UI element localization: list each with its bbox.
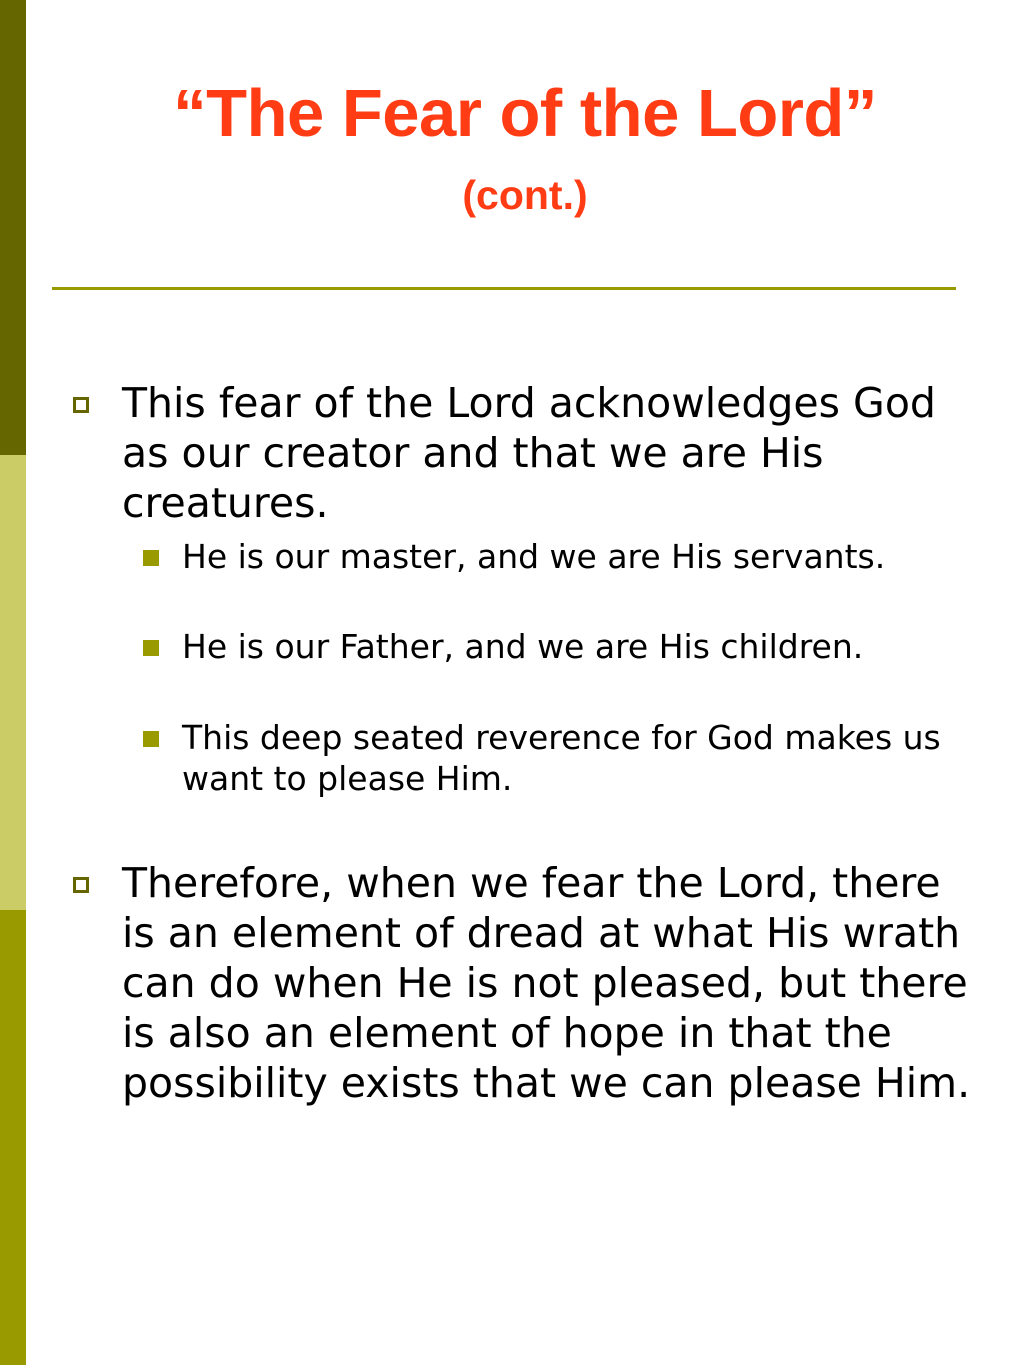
solid-square-bullet-icon [143,550,159,566]
sub-bullet-point: He is our Father, and we are His children. [182,627,864,666]
solid-square-bullet-icon [143,731,159,747]
side-stripe-bottom [0,910,26,1365]
side-stripe-top [0,0,26,455]
slide-title: “The Fear of the Lord” [173,76,877,151]
bullet-point: Therefore, when we fear the Lord, there is an element of dread at what His wrath can do when He is not pleased, but there is also an element of hope in that the possibility exists that we can please Him. [122,859,971,1107]
sub-bullet-point: This deep seated reverence for God makes us want to please Him. [182,718,941,798]
slide-subtitle: (cont.) [462,172,588,218]
title-divider [52,287,956,290]
hollow-square-bullet-icon [73,397,89,413]
solid-square-bullet-icon [143,640,159,656]
side-stripe-middle [0,455,26,910]
bullet-point: This fear of the Lord acknowledges God as our creator and that we are His creatures. [122,379,936,527]
sub-bullet-point: He is our master, and we are His servants. [182,537,886,576]
hollow-square-bullet-icon [73,877,89,893]
